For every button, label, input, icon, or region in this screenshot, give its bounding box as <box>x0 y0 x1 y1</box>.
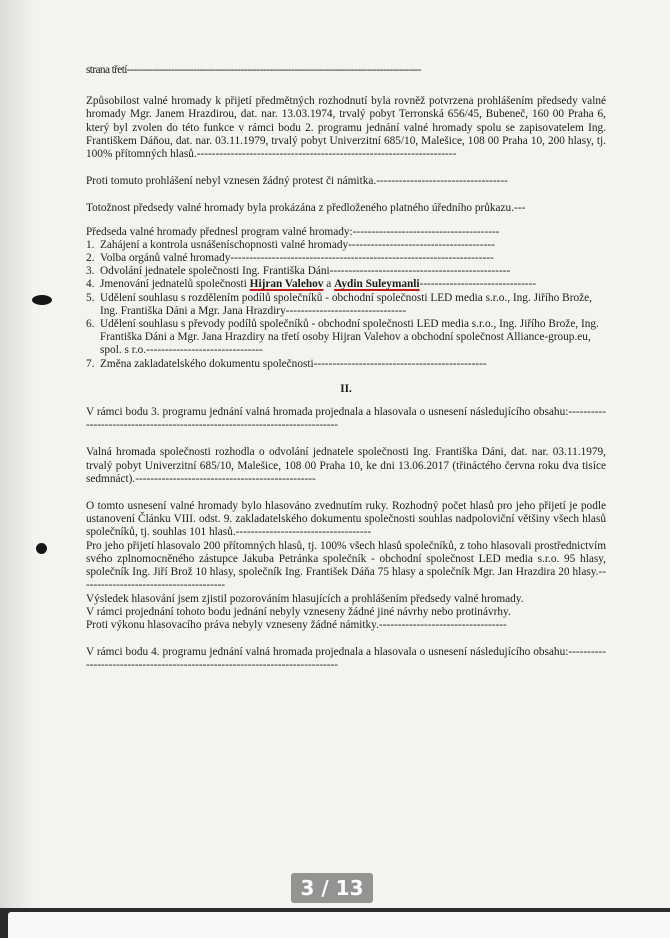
agenda-item: 1. Zahájení a kontrola usnášeníschopnosti valné hromady--------------------------------------- <box>86 238 495 251</box>
page-counter-badge: 3 / 13 <box>291 873 373 903</box>
agenda-item: 6. Udělení souhlasu s převody podílů společníků - obchodní společnosti LED media s.r.o., Ing. Jiřího Brože, Ing. Františka Dáni a Mgr. Jana Hrazdiry na třetí osoby Hijran Valehov a obchodní společnost Alliance-group.eu, spol. s r.o.------------------------------- <box>86 318 599 357</box>
agenda-item: 5. Udělení souhlasu s rozdělením podílů společníků - obchodní společnosti LED media s.r.o., Ing. Jiřího Brože, Ing. Františka Dáni a Mgr. Jana Hrazdiry-------------------------------- <box>86 291 592 317</box>
paragraph-resolution: Valná hromada společnosti rozhodla o odvolání jednatele společnosti Ing. Františka Dáni, dat. nar. 03.11.1979, trvalý pobyt Univerzitní 685/10, Malešice, 108 00 Praha 10, ke dni 13.06.2017 (třináctého června roku dva tisíce sedmnáct).------------------------------------------------ <box>86 446 606 485</box>
section-heading: II. <box>340 382 352 395</box>
name-hijran-valehov: Hijran Valehov <box>249 278 324 291</box>
paragraph-no-protest: Proti tomuto prohlášení nebyl vznesen žádný protest či námitka.----------------------------------- <box>86 175 508 188</box>
agenda-item: 3. Odvolání jednatele společnosti Ing. Františka Dáni------------------------------------------------ <box>86 265 511 278</box>
ink-blot-mark <box>32 295 52 305</box>
agenda-list <box>86 239 606 371</box>
paragraph-identity: Totožnost předsedy valné hromady byla prokázána z předloženého platného úředního průkazu.--- <box>86 202 526 215</box>
paragraph-no-proposals: V rámci projednání tohoto bodu jednání nebyly vzneseny žádné jiné návrhy nebo protinávrhy. <box>86 605 511 618</box>
page-header-line: strana třetí--------------------------------------------------------------------------------------------- <box>86 64 421 76</box>
ink-blot-mark <box>36 543 47 554</box>
paragraph-agenda-intro: Předseda valné hromady přednesl program valné hromady:--------------------------------------- <box>86 225 500 238</box>
page-shadow <box>0 0 34 908</box>
agenda-item: 4. Jmenování jednatelů společnosti Hijran Valehov a Aydin Suleymanli------------------------------- <box>86 278 537 291</box>
name-aydin-suleymanli: Aydin Suleymanli <box>334 278 420 291</box>
next-page-edge[interactable] <box>8 912 670 938</box>
paragraph-point4-intro: V rámci bodu 4. programu jednání valná hromada projednala a hlasovala o usnesení následujícího obsahu:----------------------------------------------------------------------------- <box>86 646 606 672</box>
agenda-item: 7. Změna zakladatelského dokumentu společnosti---------------------------------------------- <box>86 357 487 370</box>
paragraph-no-objections: Proti výkonu hlasovacího práva nebyly vzneseny žádné námitky.---------------------------------- <box>86 618 507 631</box>
paragraph-result: Výsledek hlasování jsem zjistil pozorováním hlasujících a prohlášením předsedy valné hromady. <box>86 592 524 605</box>
paragraph-votes-for: Pro jeho přijetí hlasovalo 200 přítomných hlasů, tj. 100% všech hlasů společníků, z toho hlasovali prostřednictvím svého zplnomocněného zástupce Jakuba Petránka společník - obchodní společnost LED media s.r.o. 95 hlasy, společník Ing. Jiří Brož 10 hlasy, společník Ing. František Dáňa 75 hlasy a společník Mgr. Jan Hrazdira 20 hlasy.--------------------------------------- <box>86 539 606 592</box>
document-body <box>86 64 606 673</box>
agenda-item: 2. Volba orgánů valné hromady---------------------------------------------------------------------- <box>86 252 494 265</box>
paragraph-capacity: Způsobilost valné hromady k přijetí předmětných rozhodnutí byla rovněž potvrzena prohlášením předsedy valné hromady Mgr. Janem Hrazdirou, dat. nar. 13.03.1974, trvalý pobyt Terronská 656/45, Bubeneč, 160 00 Praha 6, který byl zvolen do této funkce v rámci bodu 2. programu jednání valné hromady spolu se zapisovatelem Ing. Františkem Dáňou, dat. nar. 03.11.1979, trvalý pobyt Univerzitní 685/10, Malešice, 108 00 Praha 10, 200 hlasy, tj. 100% přítomných hlasů.--------------------------------------------------------------------- <box>86 95 606 161</box>
paragraph-voting: O tomto usnesení valné hromady bylo hlasováno zvednutím ruky. Rozhodný počet hlasů pro jeho přijetí je podle ustanovení Článku VIII. odst. 9. zakladatelského dokumentu společnosti souhlas nadpoloviční většiny všech hlasů společníků, tj. souhlas 101 hlasů.------------------------------------ <box>86 500 606 539</box>
paragraph-point3-intro: V rámci bodu 3. programu jednání valná hromada projednala a hlasovala o usnesení následujícího obsahu:----------------------------------------------------------------------------- <box>86 406 606 432</box>
